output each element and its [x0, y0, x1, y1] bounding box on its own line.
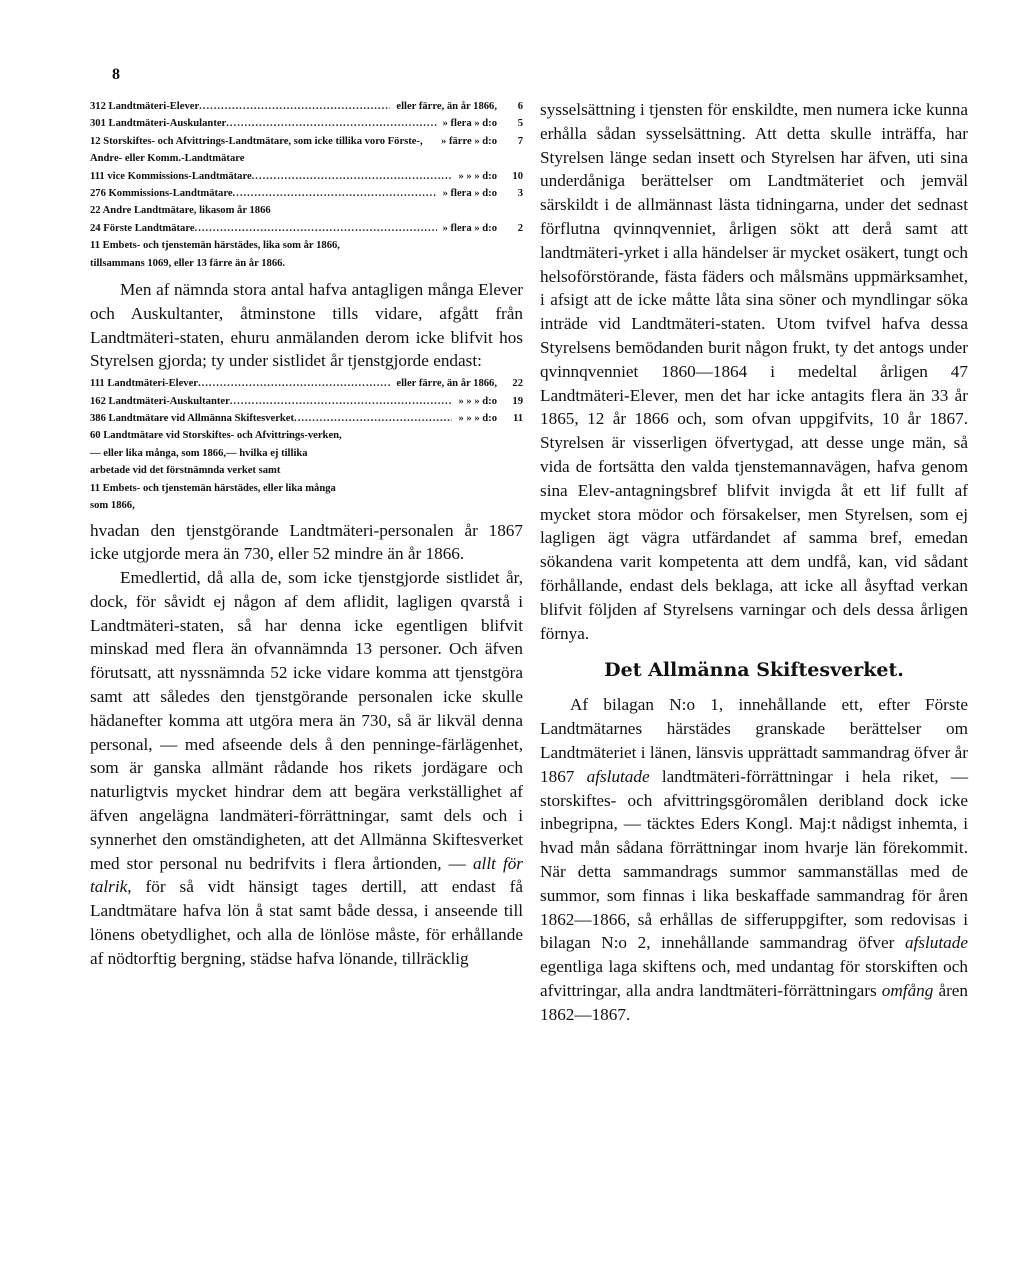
row-note: » flera » d:o	[442, 222, 497, 234]
table-row	[90, 185, 523, 202]
row-label: 11 Embets- och tjenstemän härstädes, lika som år 1866,	[90, 240, 340, 252]
emphasis: afslutade	[904, 933, 968, 953]
emphasis: allt för talrik,	[90, 853, 524, 897]
text-run: för så vidt hänsigt tages dertill, att endast få Landtmätare hafva lön å stat samt både dessa, i anseende till lönens obetydlighet, och alla de lönlöse måste, för erhållande af nödtorftig bergning, städse hafva lönande, tillräcklig	[90, 877, 523, 968]
row-label: 22 Andre Landtmätare, likasom år 1866	[90, 205, 271, 217]
row-note: » » » d:o	[458, 395, 497, 407]
row-label: 12 Storskiftes- och Afvittrings-Landtmätare, som icke tillika voro Förste-, Andre- eller Komm.-Landtmätare	[90, 135, 423, 165]
leader-dots	[230, 393, 453, 410]
table-row	[90, 375, 523, 392]
table-row	[90, 98, 523, 115]
right-column	[540, 98, 968, 1026]
table-row	[90, 255, 523, 272]
table-row	[90, 393, 523, 410]
table-row	[90, 220, 523, 237]
paragraph: hvadan den tjenstgörande Landtmäteri-personalen år 1867 icke utgjorde mera än 730, eller 52 mindre än år 1866.	[90, 520, 523, 564]
row-label: 11 Embets- och tjenstemän härstädes, eller lika många som 1866,	[90, 482, 336, 512]
row-label: 312 Landtmäteri-Elever	[90, 101, 200, 112]
table-row	[90, 133, 523, 168]
staff-count-table-1866	[90, 98, 523, 272]
page-number: 8	[112, 66, 120, 83]
row-note: eller färre, än år 1866,	[396, 378, 497, 390]
table-row	[90, 480, 523, 515]
text-run: Af bilagan N:o 1, innehållande ett, efter Förste Landtmätarnes härstädes granskade berättelser om Landtmäteriet i länen, länsvis upprättadt sammandrag öfver år 1867	[540, 695, 968, 786]
row-number: 3	[517, 188, 523, 200]
row-number: 22	[512, 378, 523, 390]
text-run: egentliga laga skiftens och, med undantag för storskiften och afvittringar, alla andra landtmäteri-förrättningars	[540, 957, 968, 1000]
row-note: » färre » d:o	[441, 135, 497, 147]
paragraph: sysselsättning i tjensten för enskildte, men numera icke kunna erhålla sådan sysselsättning. Att detta skulle inträffa, har Styrelsen länge sedan insett och Styrelsen har äfven, uti sina underdåniga berättelser om Landtmäteriet och jemväl särskildt i de allmännast lästa tidningarna, under det sednast förflutna qvinnqvenniet, årligen sökt att derå samt att landtmäteri-yrket i alla händelser är mycket osäkert, tungt och helsoförstörande, fästa fäders och målsmäns uppmärksamhet, i afsigt att de icke måtte låta sina söner och myndlingar söka inträde vid Landtmäteri-staten. Utom tvifvel hafva dessa Styrelsens bemödanden burit någon frukt, ty det antogs under qvinnqvenniet 1860—1864 i medeltal årligen 47 Landtmäteri-Elever, men det har icke antagits flera än 33 år 1865, 12 år 1866 och, som ofvan uppgifvits, 10 år 1867. Styrelsen är visserligen öfvertygad, att desse unge män, så vida de fortsätta den valda tjenstemannavägen, hafva genom sina Elev-antagningsbref blifvit invigda åt ett lif fullt af mycket stora mödor och försakelser, men Styrelsen, som ej lagligen ägt vägra utfärdandet af samma bref, emedan sökandena varit kompetenta att dem undfå, kan, vid sådant förhållande, endast dels beklaga, att icke all åsyftad verkan blifvit följden af Styrelsens varningar och dels dessa årligen förnya.	[540, 100, 968, 643]
row-label: 162 Landtmäteri-Auskultanter	[90, 395, 230, 407]
serving-staff-table-1867	[90, 375, 523, 514]
leader-dots	[198, 375, 390, 392]
leader-dots	[226, 115, 436, 132]
row-note: » » » d:o	[458, 413, 497, 425]
table-row	[90, 427, 523, 479]
row-note: » » » d:o	[458, 170, 497, 182]
leader-dots	[252, 168, 453, 185]
section-heading: Det Allmänna Skiftesverket.	[604, 659, 904, 682]
leader-dots	[199, 98, 390, 115]
table-total: tillsammans 1069, eller 13 färre än år 1866.	[90, 257, 286, 269]
row-label: 301 Landtmäteri-Auskulanter	[90, 118, 227, 130]
table-row	[90, 168, 523, 185]
row-label: 111 vice Kommissions-Landtmätare	[90, 170, 252, 182]
row-label: 24 Förste Landtmätare	[90, 222, 195, 234]
row-number: 6	[517, 101, 523, 112]
text-run: landtmäteri-förrättningar i hela riket, — storskiftes- och afvittringsgöromålen deribland dock icke inbegripna, — täcktes Eders Kongl. Maj:t nådigst inhemta, i hvad mån sådana förrättningar inom hvarje län förekommit. När detta sammandrags summor sammanställas med de summor, som finnas i lika beskaffade sammandrag för åren 1862—1866, så erhållas de sifferuppgifter, som redovisas i bilagan N:o 2, innehållande sammandrag öfver	[540, 766, 969, 953]
row-number: 10	[512, 170, 523, 182]
table-row	[90, 410, 523, 427]
row-label: 60 Landtmätare vid Storskiftes- och Afvittrings-verken, — eller lika många, som 1866,— hvilka ej tillika arbetade vid det förstnämnda verket samt	[90, 430, 342, 477]
paragraph	[540, 693, 968, 1026]
paragraph	[90, 566, 523, 971]
emphasis: afslutade	[586, 766, 650, 786]
emphasis: omfång	[881, 980, 934, 1000]
row-note: » flera » d:o	[442, 118, 497, 130]
leader-dots	[195, 220, 437, 237]
row-number: 19	[512, 395, 523, 407]
row-number: 2	[517, 222, 523, 234]
row-label: 276 Kommissions-Landtmätare	[90, 188, 233, 200]
leader-dots	[294, 410, 452, 427]
row-note: eller färre, än år 1866,	[396, 101, 497, 112]
row-number: 11	[512, 413, 523, 425]
text-run: åren 1862—1867.	[540, 980, 969, 1024]
left-column	[90, 98, 523, 971]
table-row	[90, 202, 523, 219]
row-note: » flera » d:o	[442, 188, 497, 200]
row-label: 386 Landtmätare vid Allmänna Skiftesverket	[90, 413, 295, 425]
table-row	[90, 237, 523, 254]
row-number: 5	[517, 118, 523, 130]
text-run: Emedlertid, då alla de, som icke tjenstgjorde sistlidet år, dock, för såvidt ej någon af dem aflidit, lagligen qvarstå i Landtmäteri-staten, så har denna icke egentligen blifvit minskad med flera än ofvannämnda 13 personer. Och äfven förutsatt, att nyssnämnda 52 icke vidare komma att tjenstgöra samt att således den tjenstgörande personalen icke skulle hädanefter komma att utgöra mera än 730, så är likväl denna personal, — med afseende dels å den penninge-färlägenhet, som är ganska allmänt rådande hos rikets jordägare och naturligtvis mycket hindrar dem att begära verkställighet af äfven angelägna landmäteri-förrättningar, samt dels och i synnerhet den omständigheten, att det Allmänna Skiftesverket med stor personal nu bedrifvits i flera årtionden, —	[90, 568, 523, 873]
row-number: 7	[517, 135, 523, 147]
table-row	[90, 115, 523, 132]
leader-dots	[233, 185, 437, 202]
paragraph: Men af nämnda stora antal hafva antagligen många Elever och Auskultanter, åtminstone tills vidare, afgått från Landtmäteri-staten, ehuru anmälanden derom icke blifvit hos Styrelsen gjorda; ty under sistlidet år tjenstgjorde endast:	[90, 280, 523, 371]
row-label: 111 Landtmäteri-Elever	[90, 378, 198, 390]
